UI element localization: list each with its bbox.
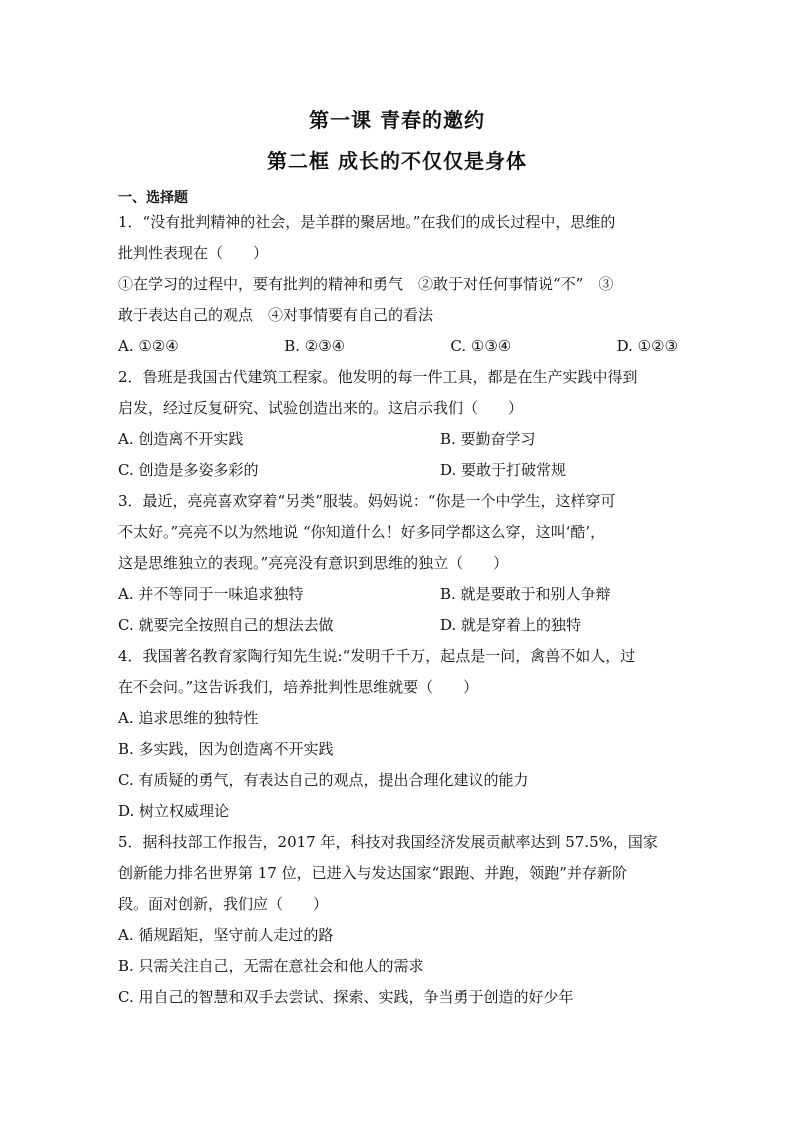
- question-5-stem: 5．据科技部工作报告，2017 年，科技对我国经济发展贡献率达到 57.5%，国家: [118, 833, 658, 851]
- option-c: C. 就要完全按照自己的想法去做: [118, 616, 334, 634]
- question-3-options-row2: [118, 610, 678, 641]
- option-c: C. 创造是多姿多彩的: [118, 461, 259, 479]
- option-c: C. 用自己的智慧和双手去尝试、探索、实践，争当勇于创造的好少年: [118, 988, 574, 1006]
- option-a: A. 并不等同于一味追求独特: [118, 585, 304, 603]
- option-a: A. 循规蹈矩，坚守前人走过的路: [118, 926, 334, 944]
- question-1-stem: 1．“没有批判精神的社会，是羊群的聚居地。”在我们的成长过程中，思维的: [118, 213, 616, 231]
- question-1-statements-cont: 敢于表达自己的观点 ④对事情要有自己的看法: [118, 306, 434, 324]
- question-2-options-row2: [118, 455, 678, 486]
- option-b: B. ②③④: [284, 337, 346, 355]
- option-c: C. 有质疑的勇气，有表达自己的观点，提出合理化建议的能力: [118, 771, 529, 789]
- option-b: B. 只需关注自己，无需在意社会和他人的需求: [118, 957, 424, 975]
- question-2-stem-cont: 启发，经过反复研究、试验创造出来的。这启示我们（ ）: [118, 399, 524, 417]
- question-2-options-row1: [118, 424, 678, 455]
- option-d: D. ①②③: [616, 337, 678, 355]
- option-b: B. 多实践，因为创造离不开实践: [118, 740, 334, 758]
- option-b: B. 要勤奋学习: [440, 430, 536, 448]
- question-5-stem-cont: 创新能力排名世界第 17 位，已进入与发达国家“跟跑、并跑，领跑”并存新阶: [118, 864, 627, 882]
- option-d: D. 树立权威理论: [118, 802, 230, 820]
- question-4-stem-cont: 在不会问。”这告诉我们，培养批判性思维就要（ ）: [118, 678, 479, 696]
- question-1-statements: ①在学习的过程中，要有批判的精神和勇气 ②敢于对任何事情说“不” ③: [118, 275, 614, 293]
- question-3-stem-cont: 不太好。”亮亮不以为然地说 “你知道什么！好多同学都这么穿，这叫‘酷’，: [118, 523, 606, 541]
- question-3-stem: 3．最近，亮亮喜欢穿着“另类”服装。妈妈说：“你是一个中学生，这样穿可: [118, 492, 616, 510]
- question-2-stem: 2．鲁班是我国古代建筑工程家。他发明的每一件工具，都是在生产实践中得到: [118, 368, 638, 386]
- question-1-options: [118, 331, 678, 362]
- option-a: A. 追求思维的独特性: [118, 709, 259, 727]
- question-5-stem-end: 段。面对创新，我们应（ ）: [118, 895, 329, 913]
- option-c: C. ①③④: [450, 337, 512, 355]
- option-a: A. 创造离不开实践: [118, 430, 244, 448]
- question-3-options-row1: [118, 579, 678, 610]
- option-d: D. 要敢于打破常规: [440, 461, 567, 479]
- question-list: [118, 207, 678, 1013]
- option-d: D. 就是穿着上的独特: [440, 616, 582, 634]
- question-4-stem: 4．我国著名教育家陶行知先生说:“发明千千万，起点是一问，禽兽不如人，过: [118, 647, 636, 665]
- question-3-stem-end: 这是思维独立的表现。”亮亮没有意识到思维的独立（ ）: [118, 554, 509, 572]
- question-1-stem-cont: 批判性表现在（ ）: [118, 244, 269, 262]
- page-title: 第一课 青春的邀约: [309, 108, 485, 132]
- section-heading: 一、选择题: [118, 190, 188, 206]
- page-subtitle: 第二框 成长的不仅仅是身体: [267, 149, 527, 173]
- option-b: B. 就是要敢于和别人争辩: [440, 585, 611, 603]
- option-a: A. ①②④: [118, 337, 179, 355]
